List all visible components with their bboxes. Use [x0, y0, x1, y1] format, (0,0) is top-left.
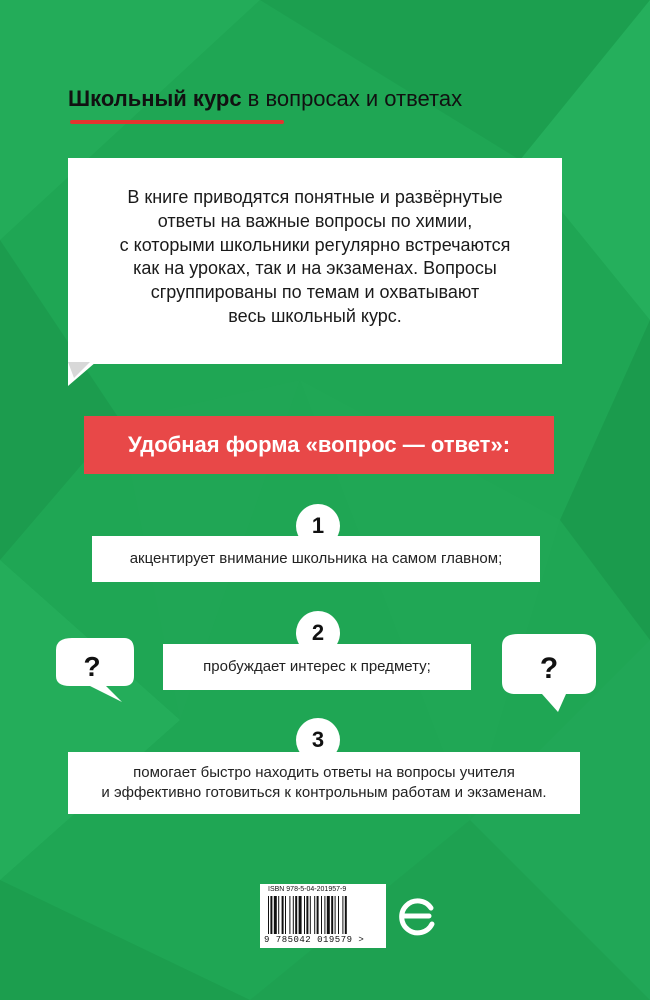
question-mark-right: ?	[539, 652, 559, 685]
feature-number-2: 2	[296, 611, 340, 655]
feature-item-1-text: акцентирует внимание школьника на самом главном;	[129, 550, 503, 567]
barcode-bar	[289, 896, 290, 934]
barcode-bar	[345, 896, 347, 934]
series-title-bold: Школьный курс	[68, 86, 242, 111]
feature-banner: Удобная форма «вопрос — ответ»:	[84, 416, 554, 474]
intro-line: как на уроках, так и на экзаменах. Вопросы	[133, 258, 497, 279]
intro-box	[68, 158, 562, 364]
isbn-text: ISBN 978-5-04-201957-9	[268, 886, 347, 893]
barcode-bar	[293, 896, 294, 934]
intro-line: с которыми школьники регулярно встречаются	[119, 234, 511, 255]
barcode-bar	[342, 896, 343, 934]
feature-item-3	[68, 752, 580, 814]
barcode-bar	[327, 896, 330, 934]
barcode-bar	[285, 896, 286, 934]
feature-item-3-line: помогает быстро находить ответы на вопросы учителя	[133, 764, 515, 781]
barcode-bar	[299, 896, 302, 934]
barcode-bar	[335, 896, 336, 934]
barcode-bar	[331, 896, 333, 934]
barcode-bar	[270, 896, 272, 934]
barcode-bar	[278, 896, 279, 934]
barcode-bar	[321, 896, 322, 934]
series-title-underline	[70, 120, 284, 124]
barcode-bar	[306, 896, 308, 934]
intro-line: В книге приводятся понятные и развёрнутые	[127, 187, 503, 207]
series-title	[68, 86, 462, 112]
question-bubble-left-icon	[46, 636, 138, 704]
barcode-bar	[295, 896, 297, 934]
intro-box-tail	[68, 362, 98, 388]
series-title-rest: в вопросах и ответах	[241, 86, 463, 111]
barcode-bars	[266, 896, 380, 936]
barcode-bar	[338, 896, 339, 934]
barcode-bar	[310, 896, 311, 934]
barcode-bar	[314, 896, 315, 934]
intro-line: ответы на важные вопросы по химии,	[157, 210, 473, 231]
feature-number-1: 1	[296, 504, 340, 548]
feature-item-2-text: пробуждает интерес к предмету;	[203, 658, 431, 675]
barcode-bar	[268, 896, 269, 934]
barcode-box	[260, 884, 386, 948]
barcode-bar	[324, 896, 325, 934]
eksmo-logo-icon	[395, 894, 439, 938]
intro-line: весь школьный курс.	[228, 305, 402, 326]
barcode-digits: 9 785042 019579 >	[264, 935, 365, 945]
feature-item-3-line: и эффективно готовиться к контрольным работам и экзаменам.	[101, 784, 547, 801]
intro-text	[68, 186, 562, 329]
barcode-bar	[317, 896, 319, 934]
intro-line: сгруппированы по темам и охватывают	[150, 282, 480, 303]
question-bubble-right-icon	[496, 632, 602, 714]
barcode-bar	[304, 896, 305, 934]
barcode-bar	[282, 896, 284, 934]
barcode-bar	[274, 896, 277, 934]
feature-number-3: 3	[296, 718, 340, 762]
question-mark-left: ?	[83, 651, 101, 682]
